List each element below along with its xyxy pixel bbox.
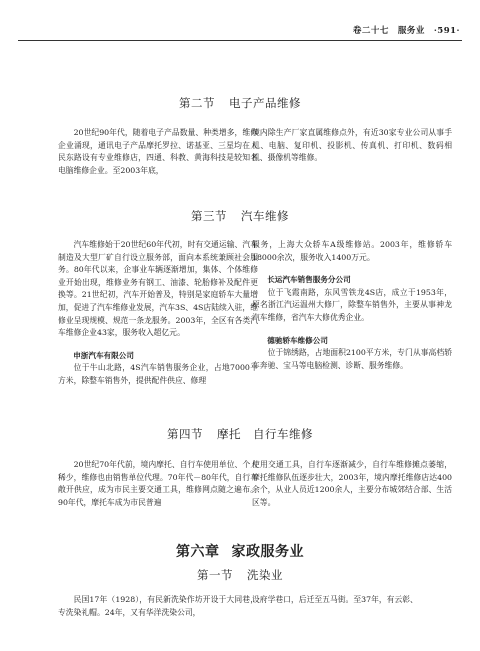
paragraph: 位于锦绣路，占地面积2100平方米，专门从事高档轿车奔驰、宝马等电脑检测、诊断、服务维修。 [252, 348, 452, 370]
electronics-left-column [58, 127, 258, 177]
company-name: 德驰轿车维修公司 [267, 335, 328, 345]
paragraph: 汽车维修始于20世纪60年代初，时有交通运输、汽车制造及大型厂矿自行设立服务部，面向本系统兼顾社会服务。80年代以来，企事业车辆逐渐增加，集体、个体维修业开始出现，维修业务有钢工、油漆、轮胎修补及配件更换等。21世纪初，汽车开始普及，特别是家庭轿车大量增加，促进了汽车维修业发展，汽车3S、4S店陆续入驻，维修业呈现规模、规范一条龙服务。2003年，全区有各类汽车维修企业43家，服务收入超亿元。 [58, 240, 258, 338]
section-number: 第四节 [167, 427, 203, 441]
auto-right-column [252, 239, 452, 372]
section-number: 第二节 [179, 96, 215, 110]
paragraph: 位于飞霞南路，东风雪铁龙4S店，成立于1953年，原名浙江汽运温州大修厂，除整车销售外，主要从事神龙汽车维修，省汽车大修优秀企业。 [252, 287, 452, 322]
paragraph: 位于牛山北路，4S汽车销售服务企业，占地7000平方米，除整车销售外，提供配件供应、修理 [58, 363, 258, 385]
paragraph: 使用交通工具，自行车逐渐减少，自行车维修摊点萎缩，摩托维修队伍逐步壮大，2003年，境内摩托维修店达400余个，从业人员近1200余人，主要分布城郊结合部、生活区等。 [252, 460, 452, 507]
chapter-name: 家政服务业 [231, 544, 304, 560]
section-name: 汽车维修 [241, 209, 289, 223]
section-number: 第三节 [191, 209, 227, 223]
company-name: 长运汽车销售服务分公司 [267, 275, 351, 285]
section-title-moto [0, 426, 480, 442]
laundry-left-column [58, 594, 258, 619]
chapter-title [0, 541, 480, 561]
paragraph: 境内除生产厂家直属维修点外，有近30家专业公司从事手机、电脑、复印机、投影机、传真机、打印机、数码相机、摄像机等维修。 [252, 128, 452, 163]
auto-left-column [58, 239, 258, 388]
chapter-number: 第六章 [176, 544, 220, 560]
paragraph: 设府学巷口，后迁至五马街。至37年，有云彰、 [252, 595, 418, 604]
paragraph: 20世纪70年代前，境内摩托、自行车使用单位、个人稀少，维修也由销售单位代理。70年代－80年代，自行车敞开供应，成为市民主要交通工具，维修网点随之遍布。90年代，摩托车成为市民普遍 [58, 460, 258, 507]
moto-right-column [252, 459, 452, 509]
laundry-right-column [252, 594, 452, 607]
section-title-laundry [0, 567, 480, 583]
moto-left-column [58, 459, 258, 509]
section-name: 摩托 自行车维修 [217, 427, 313, 441]
section-title-electronics [0, 95, 480, 111]
paragraph: 民国17年（1928），有民新洗染作坊开设于大同巷，专洗染礼帽。24年，又有华洋洗染公司， [58, 595, 258, 617]
paragraph: 20世纪90年代，随着电子产品数量、种类增多，维修企业涌现，通讯电子产品摩托罗拉、诺基亚、三星均在人民东路设有专业维修店，四通、科教、黄海科技是较知名电脑维修企业。至2003年底， [58, 128, 258, 175]
section-name: 洗染业 [247, 568, 283, 582]
section-number: 第一节 [197, 568, 233, 582]
electronics-right-column [252, 127, 452, 165]
paragraph: 服务，上海大众轿车A级维修站。2003年，维修轿车18000余次，服务收入1400万元。 [252, 240, 452, 262]
section-title-auto [0, 208, 480, 224]
page-header [18, 18, 462, 41]
running-header: 卷二十七 服务业 ·591· [352, 26, 460, 36]
section-name: 电子产品维修 [229, 96, 301, 110]
company-name: 申浙汽车有限公司 [73, 350, 134, 360]
